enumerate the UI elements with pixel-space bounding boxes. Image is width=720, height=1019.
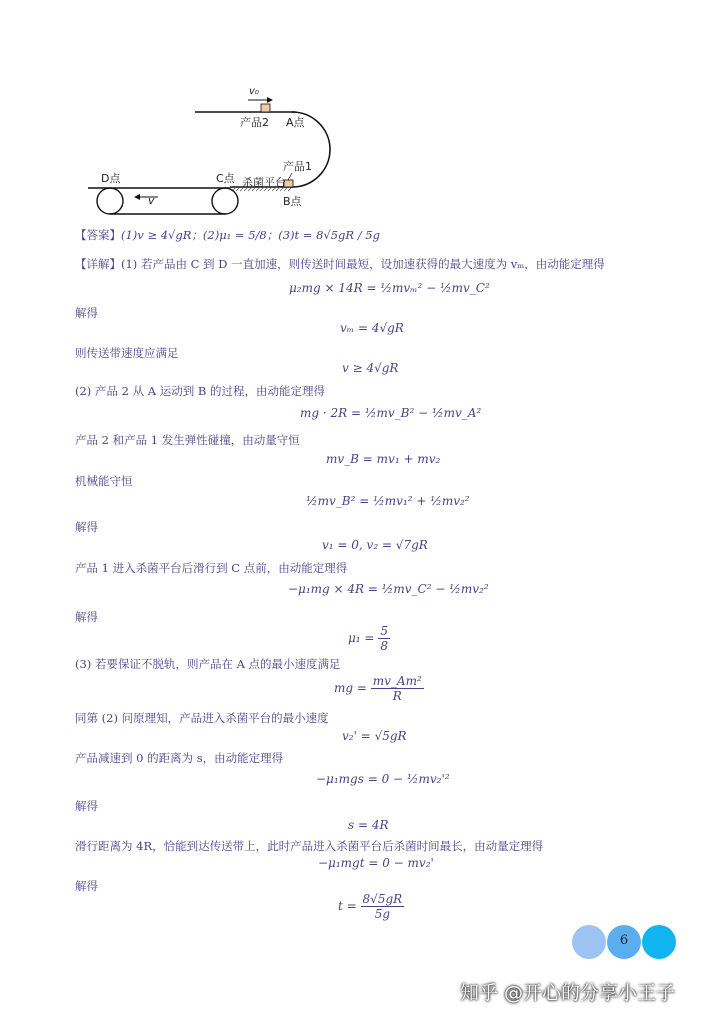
- label-point-c: C点: [216, 172, 235, 185]
- jiede-5: 解得: [75, 879, 98, 893]
- jiede-4: 解得: [75, 799, 98, 813]
- equation-15: [338, 892, 404, 921]
- eq9-den: 8: [380, 639, 388, 653]
- equation-10: [334, 674, 424, 703]
- label-product1: 产品1: [283, 160, 312, 173]
- label-product2: 产品2: [240, 116, 269, 129]
- badge-dot-right: [642, 925, 676, 959]
- equation-12: −μ₁mgs = 0 − ½mv₂'²: [316, 772, 450, 786]
- answer-text: (1)v ≥ 4√gR；(2)μ₁ = 5/8；(3)t = 8√5gR / 5g: [121, 228, 380, 242]
- eq15-fraction: [361, 892, 405, 921]
- watermark: 知乎 @开心的分享小王子: [460, 982, 676, 1004]
- answer-line: [75, 227, 380, 243]
- label-point-d: D点: [101, 172, 121, 185]
- label-v: v: [148, 194, 155, 207]
- detail-tag: 【详解】: [75, 257, 121, 271]
- label-point-b: B点: [283, 195, 302, 208]
- detail-intro-line: [75, 256, 605, 272]
- text-5: 机械能守恒: [75, 474, 133, 488]
- text-8: 同第 (2) 问原理知，产品进入杀菌平台的最小速度: [75, 711, 329, 725]
- eq9-num: 5: [380, 624, 388, 638]
- eq9-lhs: μ₁ =: [348, 631, 375, 645]
- page-number-badge: [572, 925, 676, 959]
- equation-6: ½mv_B² = ½mv₁² + ½mv₂²: [306, 494, 470, 508]
- text-6: 产品 1 进入杀菌平台后滑行到 C 点前，由动能定理得: [75, 561, 348, 575]
- equation-11: v₂' = √5gR: [342, 729, 407, 743]
- eq9-fraction: [378, 624, 390, 653]
- equation-5: mv_B = mv₁ + mv₂: [326, 452, 441, 466]
- detail-intro: (1) 若产品由 C 到 D 一直加速，则传送时间最短，设加速获得的最大速度为 vₘ，由动能定理得: [121, 257, 605, 271]
- jiede-3: 解得: [75, 610, 98, 624]
- equation-4: mg · 2R = ½mv_B² − ½mv_A²: [300, 406, 482, 420]
- eq15-lhs: t =: [338, 899, 357, 913]
- label-platform: 杀菌平台: [242, 176, 286, 189]
- text-4: 产品 2 和产品 1 发生弹性碰撞，由动量守恒: [75, 433, 300, 447]
- eq10-num: mv_Am²: [372, 674, 422, 688]
- eq15-den: 5g: [374, 907, 391, 921]
- roller-d: [97, 188, 123, 214]
- answer-tag: 【答案】: [75, 228, 121, 242]
- equation-9: [348, 624, 390, 653]
- text-3: (2) 产品 2 从 A 运动到 B 的过程，由动能定理得: [75, 384, 325, 398]
- eq15-num: 8√5gR: [362, 892, 403, 906]
- label-point-a: A点: [286, 116, 305, 129]
- product2-box: [261, 104, 270, 112]
- jiede-2: 解得: [75, 520, 98, 534]
- equation-3: v ≥ 4√gR: [342, 361, 399, 375]
- equation-14: −μ₁mgt = 0 − mv₂': [318, 856, 434, 870]
- text-10: 滑行距离为 4R，恰能到达传送带上，此时产品进入杀菌平台后杀菌时间最长，由动量定理得: [75, 839, 544, 853]
- equation-13: s = 4R: [348, 818, 389, 832]
- text-9: 产品减速到 0 的距离为 s，由动能定理得: [75, 751, 284, 765]
- roller-c: [212, 188, 238, 214]
- eq10-lhs: mg =: [334, 681, 367, 695]
- jiede-1: 解得: [75, 306, 98, 320]
- label-v0: v₀: [249, 86, 259, 97]
- badge-dot-left: [572, 925, 606, 959]
- eq10-den: R: [392, 689, 402, 703]
- equation-7: v₁ = 0, v₂ = √7gR: [322, 538, 428, 552]
- equation-2: vₘ = 4√gR: [340, 321, 404, 335]
- equation-1: μ₂mg × 14R = ½mvₘ² − ½mv_C²: [289, 281, 490, 295]
- text-7: (3) 若要保证不脱轨，则产品在 A 点的最小速度满足: [75, 657, 341, 671]
- eq10-fraction: [371, 674, 424, 703]
- page-number: 6: [619, 933, 629, 948]
- text-2: 则传送带速度应满足: [75, 346, 179, 360]
- equation-8: −μ₁mg × 4R = ½mv_C² − ½mv₂²: [288, 582, 489, 596]
